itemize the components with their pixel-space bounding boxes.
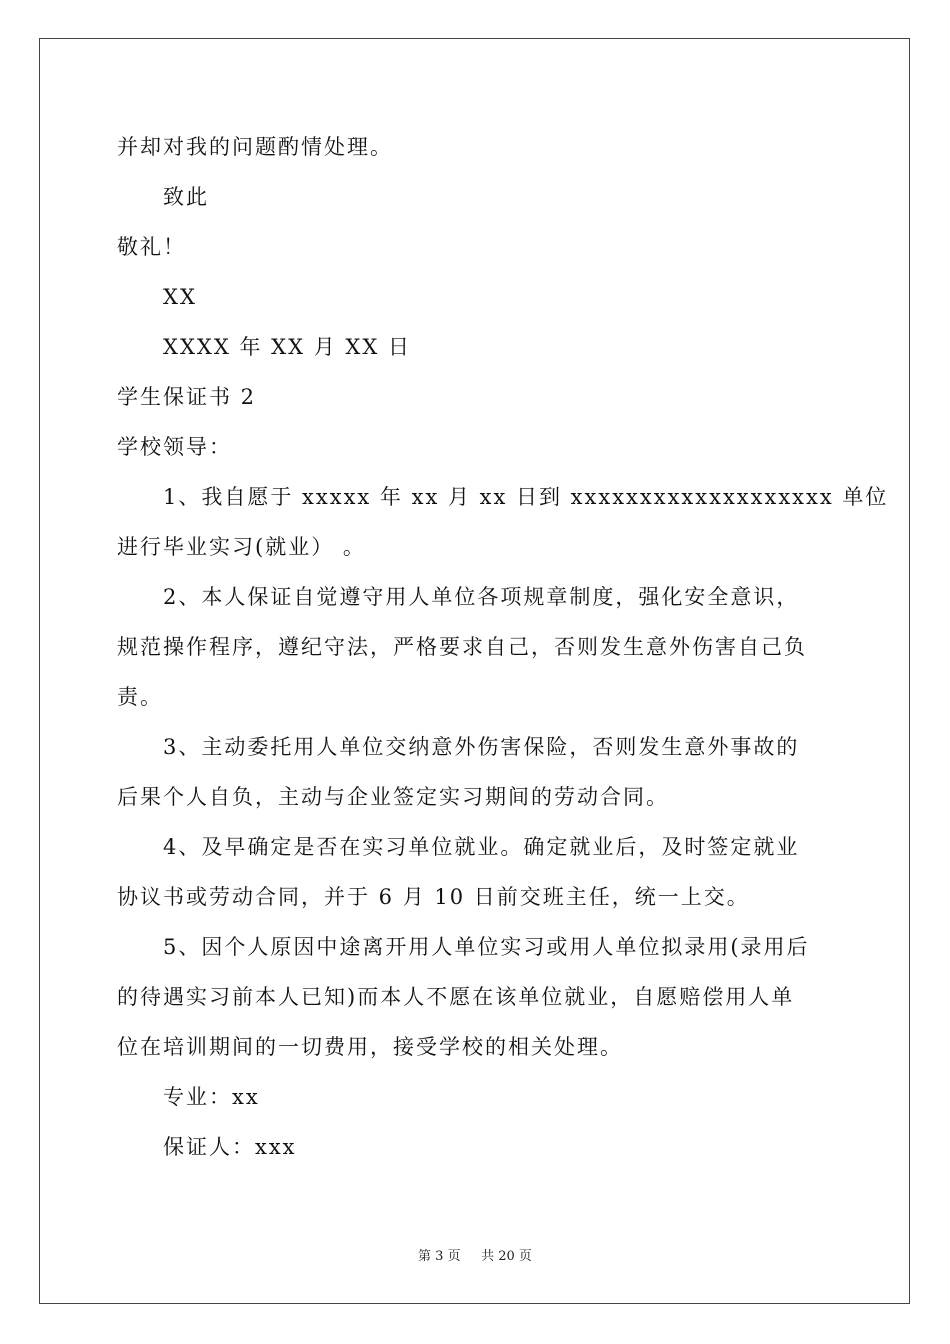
text-line: 3、主动委托用人单位交纳意外伤害保险，否则发生意外事故的 (163, 735, 800, 759)
text-line: XX (163, 285, 197, 309)
text-line: 协议书或劳动合同，并于 6 月 10 日前交班主任，统一上交。 (117, 885, 750, 909)
text-line: 敬礼！ (117, 235, 186, 259)
text-line: 责。 (117, 685, 163, 709)
guarantor-line: 保证人：xxx (163, 1135, 297, 1159)
text-line: 2、本人保证自觉遵守用人单位各项规章制度，强化安全意识， (163, 585, 800, 609)
text-line: 位在培训期间的一切费用，接受学校的相关处理。 (117, 1035, 623, 1059)
text-line: 后果个人自负，主动与企业签定实习期间的劳动合同。 (117, 785, 669, 809)
section-title: 学生保证书 2 (117, 385, 257, 409)
text-line: 并却对我的问题酌情处理。 (117, 135, 393, 159)
text-line: 规范操作程序，遵纪守法，严格要求自己，否则发生意外伤害自己负 (117, 635, 807, 659)
text-line: 的待遇实习前本人已知)而本人不愿在该单位就业，自愿赔偿用人单 (117, 985, 795, 1009)
text-line: 致此 (163, 185, 209, 209)
salutation: 学校领导： (117, 435, 232, 459)
text-line: 5、因个人原因中途离开用人单位实习或用人单位拟录用(录用后 (163, 935, 810, 959)
major-line: 专业：xx (163, 1085, 260, 1109)
date-line: XXXX 年 XX 月 XX 日 (163, 335, 411, 359)
text-line: 4、及早确定是否在实习单位就业。确定就业后，及时签定就业 (163, 835, 800, 859)
total-pages: 共 20 页 (481, 1249, 532, 1264)
text-line: 1、我自愿于 xxxxx 年 xx 月 xx 日到 xxxxxxxxxxxxxxxxxxx 单位 (163, 485, 889, 509)
document-body (117, 122, 889, 1172)
page-number: 第 3 页 (418, 1249, 461, 1264)
text-line: 进行毕业实习(就业） 。 (117, 535, 366, 559)
page-footer (0, 1245, 950, 1264)
